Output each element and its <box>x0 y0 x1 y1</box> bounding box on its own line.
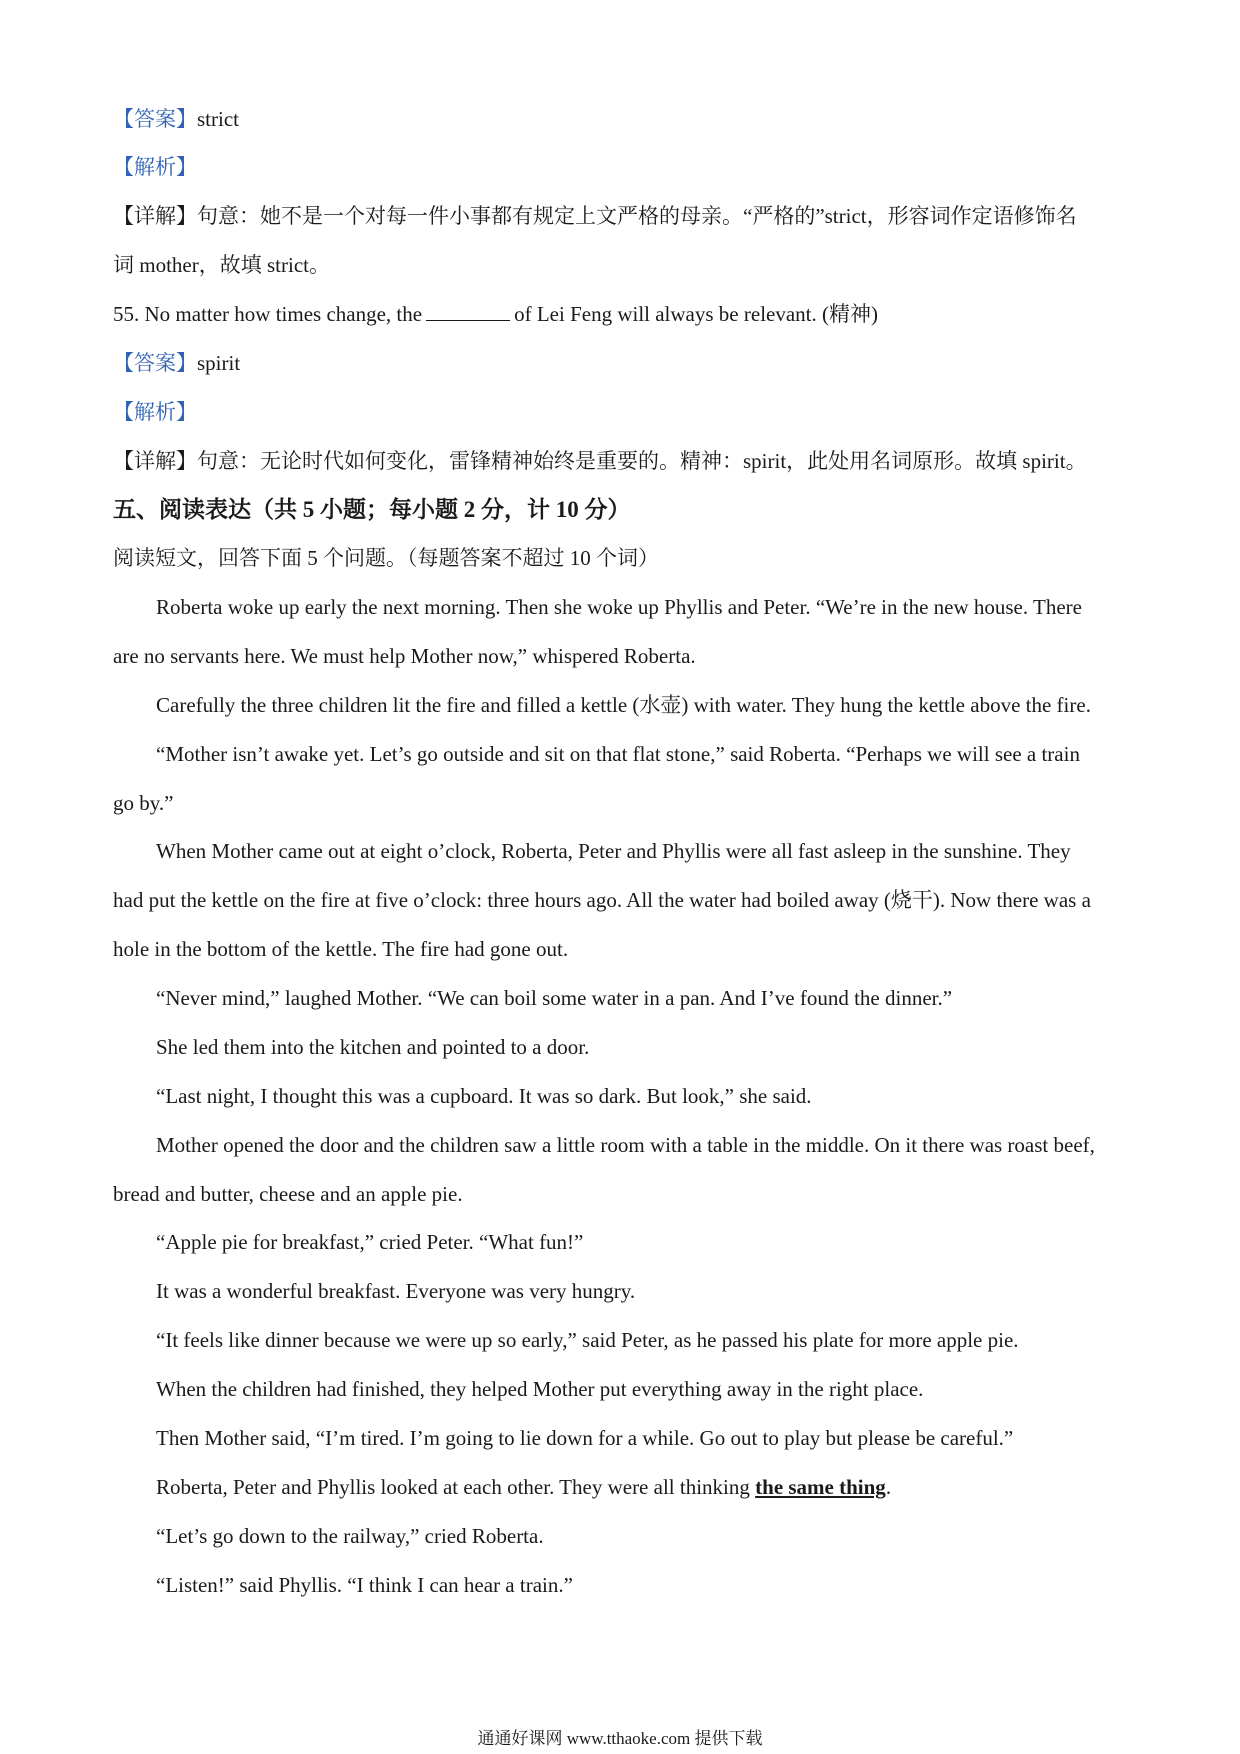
passage-line-1: Roberta woke up early the next morning. Then she woke up Phyllis and Peter. “We’re in the new house. There <box>156 595 1082 619</box>
answer-tag: 【答案】 <box>113 107 197 131</box>
detail-text: 句意：她不是一个对每一件小事都有规定上文严格的母亲。“严格的”strict，形容词作定语修饰名 <box>197 204 1077 228</box>
q55-analysis <box>113 397 1133 427</box>
q54-analysis <box>113 152 1133 182</box>
passage-line-14: “Apple pie for breakfast,” cried Peter. “What fun!” <box>156 1230 584 1254</box>
answer-blank <box>426 300 510 321</box>
detail-tag: 【详解】 <box>113 204 197 228</box>
passage-line-19 <box>156 1472 1133 1502</box>
q55-answer <box>113 348 1133 378</box>
answer-tag: 【答案】 <box>113 351 197 375</box>
passage-line-11: “Last night, I thought this was a cupboard. It was so dark. But look,” she said. <box>156 1084 812 1108</box>
page-footer: 通通好课网 www.tthaoke.com 提供下载 <box>477 1729 763 1748</box>
passage-line-18: Then Mother said, “I’m tired. I’m going to lie down for a while. Go out to play but please be careful.” <box>156 1426 1014 1450</box>
analysis-tag: 【解析】 <box>113 155 197 179</box>
question-text-after: of Lei Feng will always be relevant. (精神) <box>514 302 878 326</box>
passage-line-13: bread and butter, cheese and an apple pie. <box>113 1182 463 1206</box>
passage-line-8: hole in the bottom of the kettle. The fire had gone out. <box>113 937 569 961</box>
passage-line-4: “Mother isn’t awake yet. Let’s go outside and sit on that flat stone,” said Roberta. “Perhaps we will see a train <box>156 742 1080 766</box>
passage-line-20: “Let’s go down to the railway,” cried Roberta. <box>156 1524 544 1548</box>
question-text-before: 55. No matter how times change, the <box>113 302 423 326</box>
line-text-after: . <box>885 1475 892 1499</box>
line-text-before: Roberta, Peter and Phyllis looked at each other. They were all thinking <box>156 1475 756 1499</box>
section-instruction: 阅读短文，回答下面 5 个问题。（每题答案不超过 10 个词） <box>113 546 659 570</box>
q55-detail <box>113 446 1133 476</box>
q54-detail-line1 <box>113 201 1133 231</box>
passage-line-21: “Listen!” said Phyllis. “I think I can hear a train.” <box>156 1573 573 1597</box>
underlined-phrase: the same thing <box>755 1475 886 1499</box>
passage-line-5: go by.” <box>113 791 174 815</box>
passage-line-17: When the children had finished, they helped Mother put everything away in the right place. <box>156 1377 924 1401</box>
passage-line-10: She led them into the kitchen and pointed to a door. <box>156 1035 590 1059</box>
q54-answer <box>113 104 1133 134</box>
passage-line-15: It was a wonderful breakfast. Everyone was very hungry. <box>156 1279 636 1303</box>
passage-line-7: had put the kettle on the fire at five o’clock: three hours ago. All the water had boiled away (烧干). Now there was a <box>113 888 1091 912</box>
passage-line-16: “It feels like dinner because we were up so early,” said Peter, as he passed his plate for more apple pie. <box>156 1328 1019 1352</box>
q55-question <box>113 299 1133 329</box>
section-title: 五、阅读表达（共 5 小题；每小题 2 分，计 10 分） <box>113 497 631 522</box>
q54-detail-line2: 词 mother，故填 strict。 <box>113 253 330 277</box>
passage-line-2: are no servants here. We must help Mother now,” whispered Roberta. <box>113 644 696 668</box>
passage-line-9: “Never mind,” laughed Mother. “We can boil some water in a pan. And I’ve found the dinner.” <box>156 986 953 1010</box>
detail-tag: 【详解】 <box>113 449 197 473</box>
answer-text: spirit <box>197 351 241 375</box>
answer-text: strict <box>197 107 239 131</box>
passage-line-3: Carefully the three children lit the fire and filled a kettle (水壶) with water. They hung the kettle above the fire. <box>156 693 1091 717</box>
passage-line-12: Mother opened the door and the children saw a little room with a table in the middle. On it there was roast beef, <box>156 1133 1095 1157</box>
analysis-tag: 【解析】 <box>113 400 197 424</box>
detail-text: 句意：无论时代如何变化，雷锋精神始终是重要的。精神：spirit，此处用名词原形。故填 spirit。 <box>197 449 1087 473</box>
passage-line-6: When Mother came out at eight o’clock, Roberta, Peter and Phyllis were all fast asleep in the sunshine. They <box>156 839 1071 863</box>
